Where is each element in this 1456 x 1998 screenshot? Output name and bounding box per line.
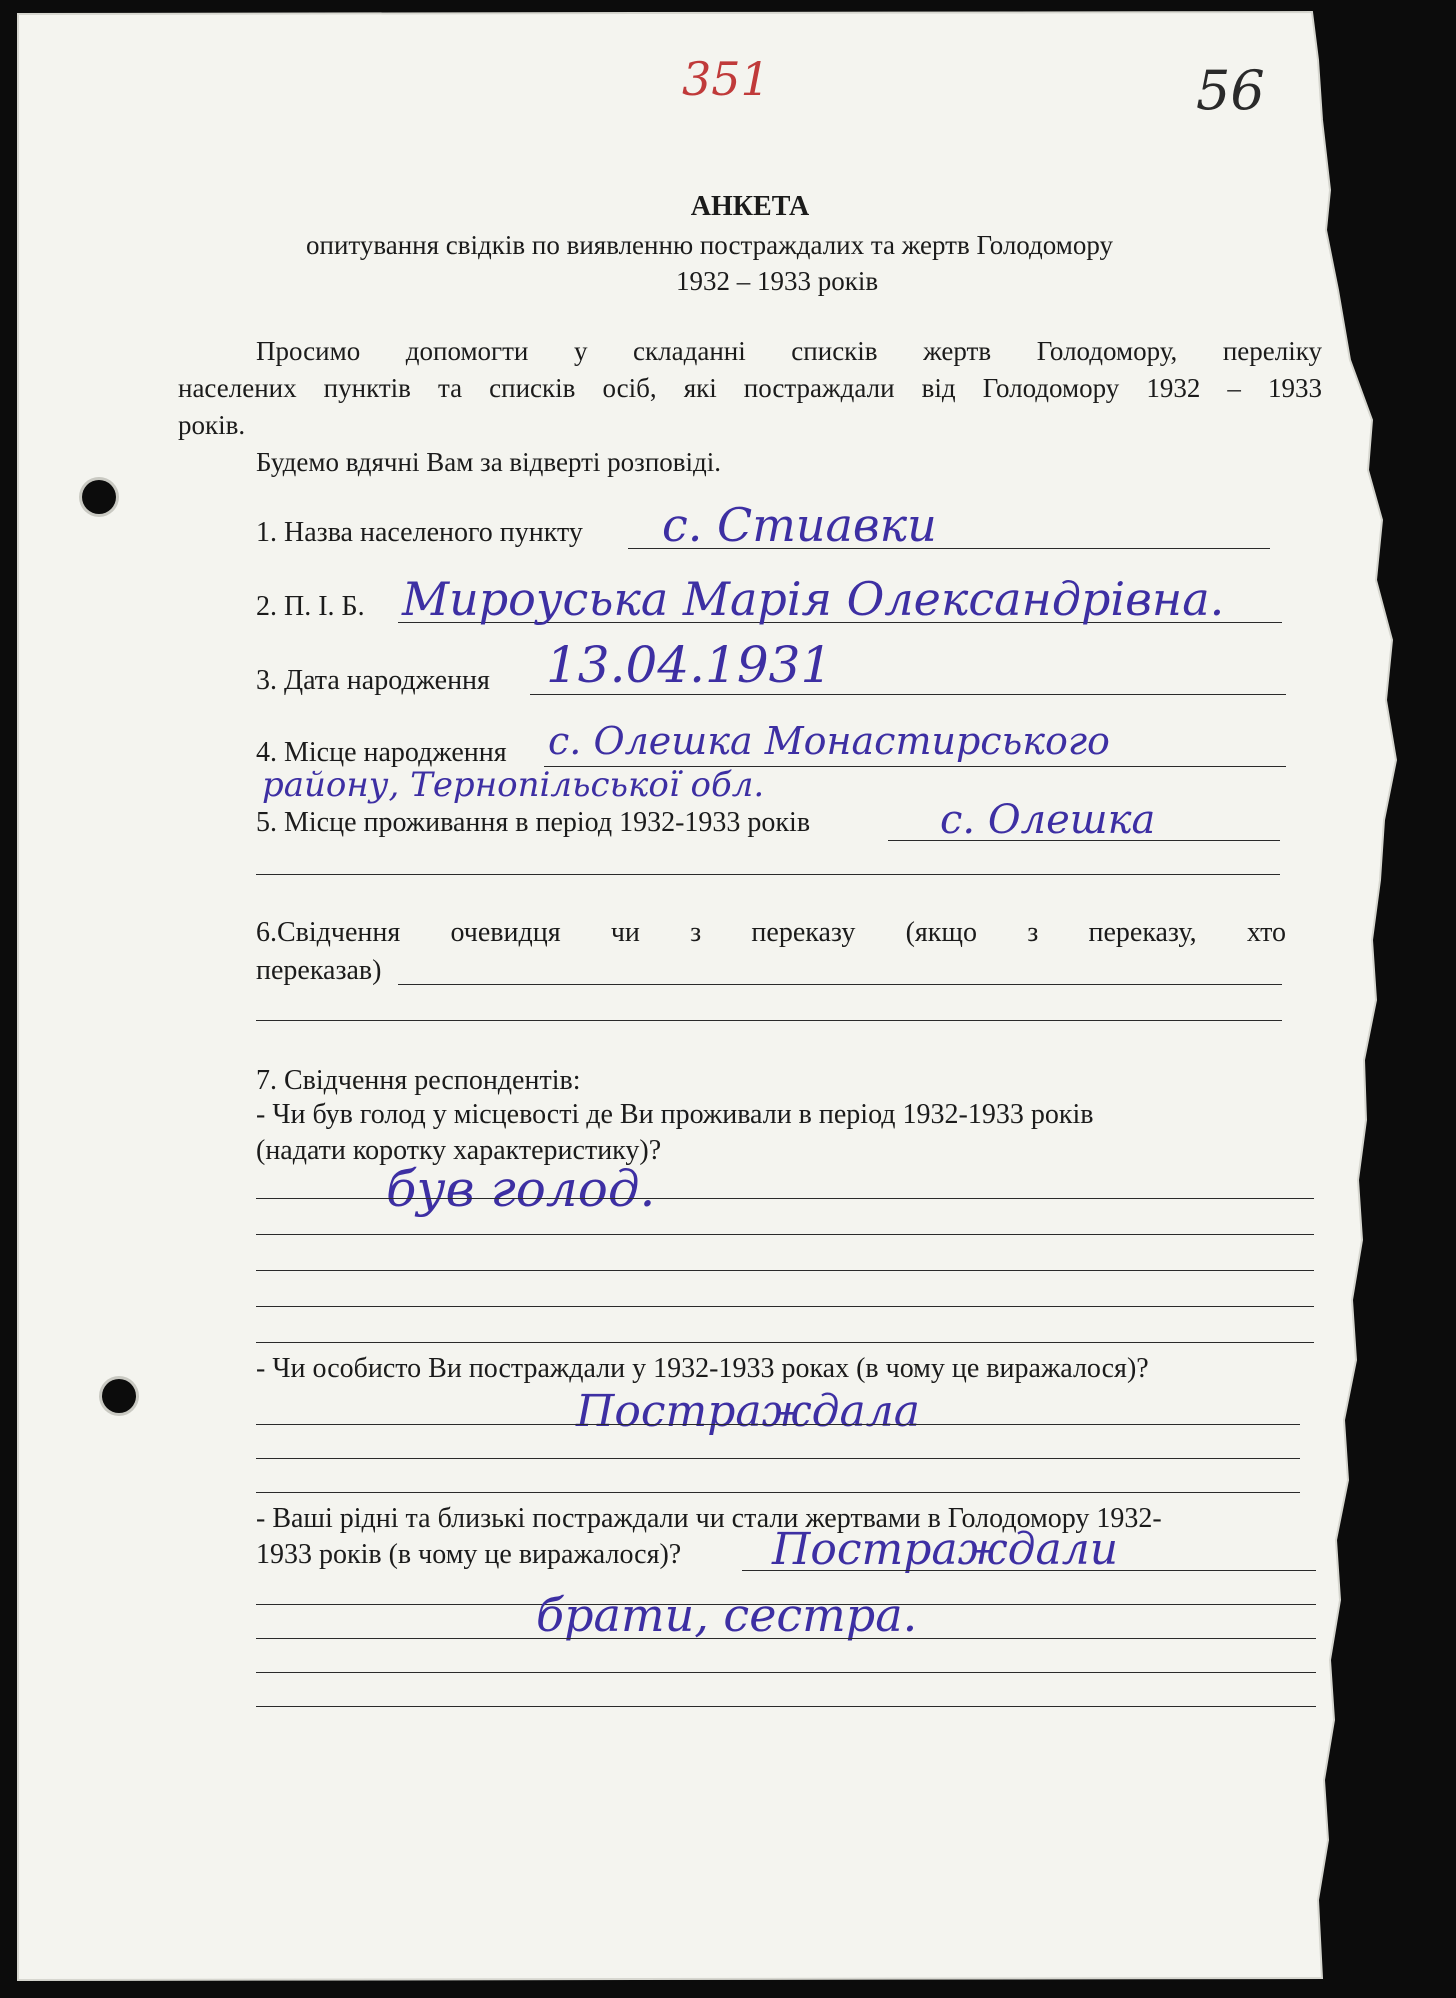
field-birthdate-label: 3. Дата народження (256, 665, 490, 696)
question-personal: - Чи особисто Ви постраждали у 1932-1933 роках (в чому це виражалося)? (256, 1353, 1149, 1384)
archive-sheet-number: 351 (682, 52, 770, 106)
intro-text: населених пунктів та списків осіб, які постраждали від Голодомору 1932 – 1933 (178, 373, 1322, 403)
section-respondents-label: 7. Свідчення респондентів: (256, 1065, 581, 1096)
intro-thanks: Будемо вдячні Вам за відверті розповіді. (256, 447, 722, 477)
field-name-answer: Мироуська Марія Олександрівна. (402, 572, 1225, 626)
answer-personal: Постраждала (576, 1386, 921, 1437)
archive-page-number: 56 (1196, 59, 1265, 122)
question-relatives: - Ваші рідні та близькі постраждали чи стали жертвами в Голодомору 1932- (256, 1503, 1162, 1534)
question-famine: - Чи був голод у місцевості де Ви проживали в період 1932-1933 років (256, 1099, 1094, 1130)
answer-line (256, 1458, 1300, 1459)
answer-line (530, 694, 1286, 695)
punch-hole (82, 480, 116, 514)
question-famine: (надати коротку характеристику)? (256, 1135, 662, 1166)
answer-relatives: брати, сестра. (536, 1588, 918, 1642)
answer-line (256, 874, 1280, 875)
answer-line (742, 1570, 1316, 1571)
field-birthplace-label: 4. Місце народження (256, 737, 507, 768)
punch-hole (102, 1379, 136, 1413)
question-relatives: 1933 років (в чому це виражалося)? (256, 1539, 682, 1570)
field-settlement-label: 1. Назва населеного пункту (256, 517, 583, 548)
field-residence-answer: с. Олешка (940, 797, 1156, 843)
answer-line (256, 1198, 1314, 1199)
answer-famine: був голод. (386, 1160, 656, 1218)
intro-text: років. (178, 410, 246, 440)
field-testimony-label: переказав) (256, 955, 382, 986)
form-title: АНКЕТА (690, 191, 810, 222)
field-name-label: 2. П. І. Б. (256, 591, 365, 622)
answer-line (256, 1492, 1300, 1493)
answer-line (256, 1234, 1314, 1235)
intro-text: Просимо допомогти у складанні списків жертв Голодомору, переліку (256, 336, 1322, 366)
answer-line (256, 1706, 1316, 1707)
field-birthdate-answer: 13.04.1931 (546, 636, 833, 694)
field-birthplace-answer: с. Олешка Монастирського (548, 719, 1110, 763)
answer-line (256, 1306, 1314, 1307)
answer-line (256, 1424, 1300, 1425)
answer-line (256, 1270, 1314, 1271)
form-subtitle-years: 1932 – 1933 років (676, 266, 879, 296)
answer-line (256, 1672, 1316, 1673)
form-subtitle: опитування свідків по виявленню постраждалих та жертв Голодомору (306, 230, 1113, 260)
field-residence-label: 5. Місце проживання в період 1932-1933 років (256, 807, 811, 838)
field-settlement-answer: с. Стиавки (662, 498, 937, 552)
answer-line (256, 1638, 1316, 1639)
answer-line (398, 984, 1282, 985)
answer-line (256, 1342, 1314, 1343)
field-birthplace-answer: району, Тернопільської обл. (262, 765, 765, 805)
answer-line (256, 1020, 1282, 1021)
answer-relatives: Постраждали (772, 1524, 1119, 1575)
field-testimony-label: 6.Свідчення очевидця чи з переказу (якщо з переказу, хто (256, 917, 1286, 948)
